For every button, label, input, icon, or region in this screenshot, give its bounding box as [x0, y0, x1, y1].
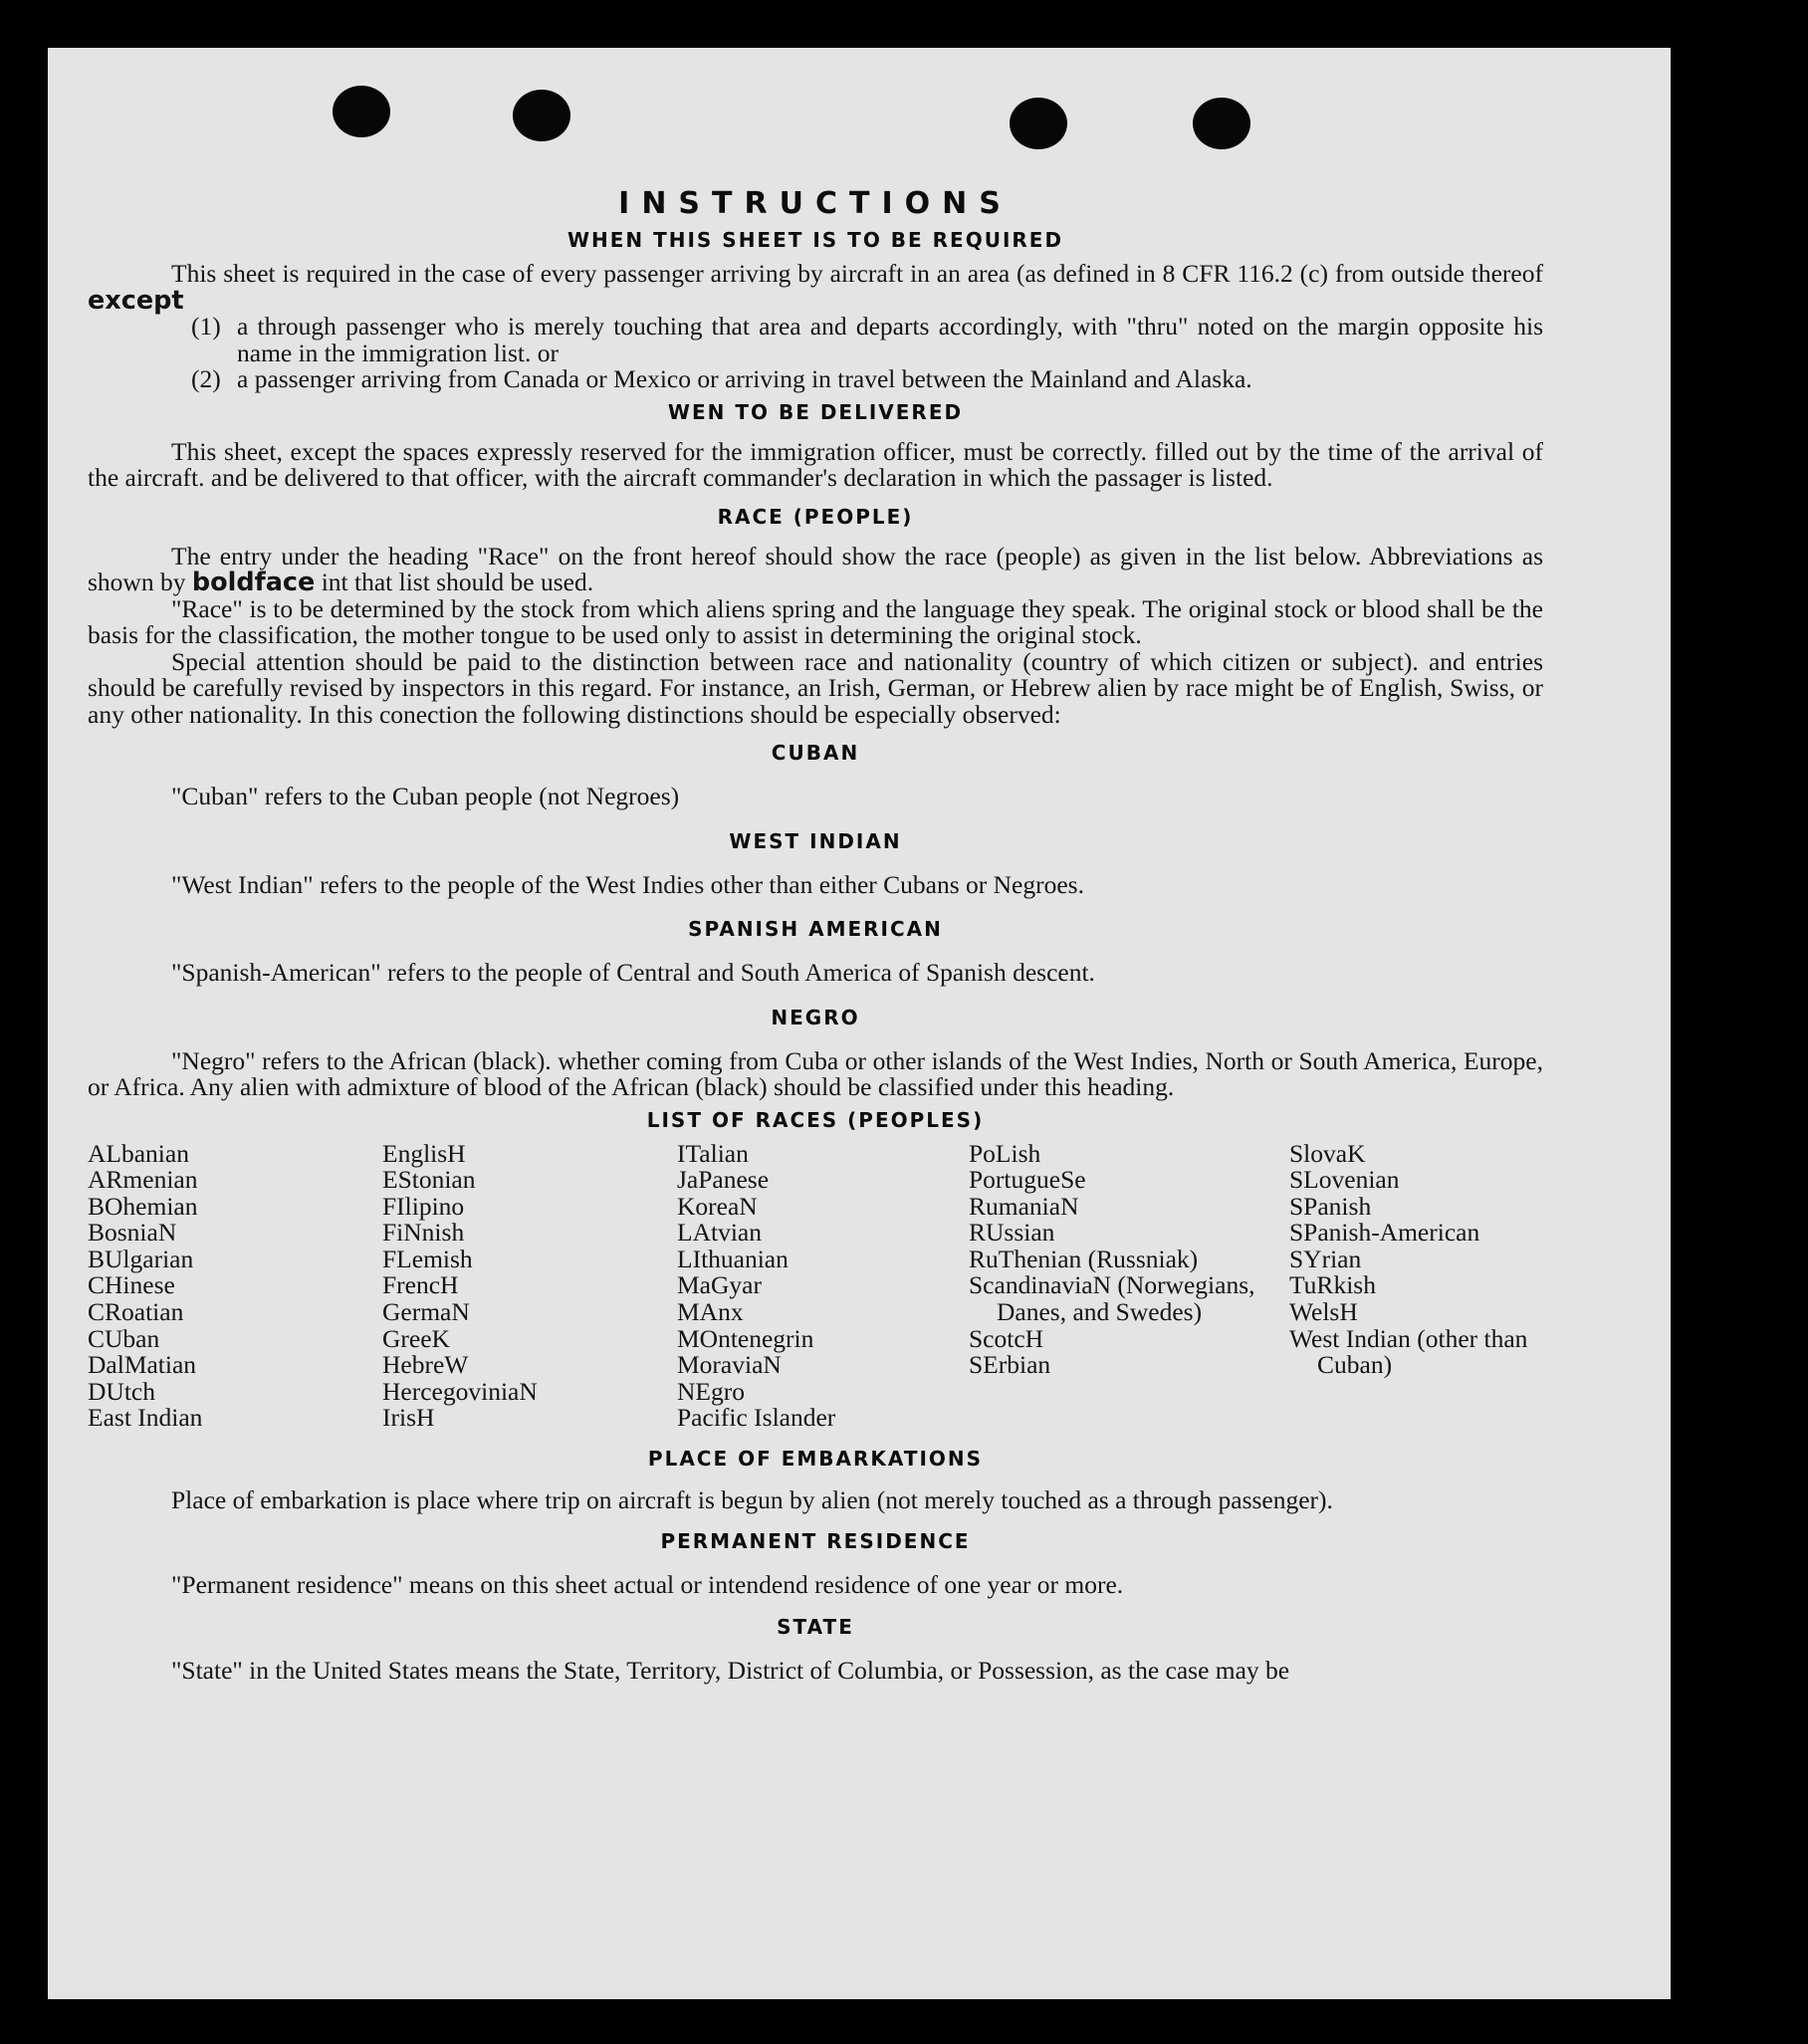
- race-item: DUtch: [88, 1376, 155, 1406]
- race-item: ITalian: [677, 1138, 749, 1168]
- race-item: EStonian: [382, 1165, 476, 1195]
- races-column: [1289, 1138, 1543, 1433]
- paragraph-when-required: This sheet is required in the case of every passenger arriving by aircraft in an area (as defined in 8 CFR 116.2 (c) from outside thereof except: [88, 259, 1543, 316]
- races-column: [969, 1138, 1289, 1433]
- race-item: CHinese: [88, 1270, 175, 1300]
- race-item: MaGyar: [677, 1270, 762, 1300]
- punch-hole: [1193, 98, 1250, 149]
- race-item: FIlipino: [382, 1191, 465, 1221]
- heading-spanish-american: SPANISH AMERICAN: [688, 917, 943, 941]
- paragraph-race-2: "Race" is to be determined by the stock from which aliens spring and the language they speak. The original stock or blood shall be the basis for the classification, the mother tongue to be used only to assist in determining the original stock.: [88, 593, 1543, 649]
- race-item: GermaN: [382, 1297, 470, 1327]
- race-item: NEgro: [677, 1376, 745, 1406]
- race-item: West Indian (other than Cuban): [1289, 1323, 1528, 1380]
- race-item: HercegoviniaN: [382, 1376, 538, 1406]
- paragraph-spanish-american: "Spanish-American" refers to the people of Central and South America of Spanish descent.: [171, 958, 1095, 987]
- list-item-exception-2: (2) a passenger arriving from Canada or Mexico or arriving in travel between the Mainland and Alaska.: [191, 364, 1252, 393]
- race-item: DalMatian: [88, 1350, 197, 1380]
- race-item: WelsH: [1289, 1297, 1358, 1327]
- paragraph-state: "State" in the United States means the State, Territory, District of Columbia, or Possession, as the case may be: [171, 1656, 1290, 1686]
- races-column: [88, 1138, 382, 1433]
- race-item: MoraviaN: [677, 1350, 782, 1380]
- paragraph-negro: "Negro" refers to the African (black). whether coming from Cuba or other islands of the West Indies, North or South America, Europe, or Africa. Any alien with admixture of blood of the African (black) should be classified under this heading.: [88, 1045, 1543, 1101]
- page-title: INSTRUCTIONS: [618, 186, 1013, 221]
- paragraph-west-indian: "West Indian" refers to the people of the West Indies other than either Cubans or Negroes.: [171, 869, 1084, 899]
- heading-when-required: WHEN THIS SHEET IS TO BE REQUIRED: [566, 228, 1064, 252]
- race-item: Pacific Islander: [677, 1403, 836, 1433]
- heading-permanent-residence: PERMANENT RESIDENCE: [660, 1528, 971, 1553]
- race-item: EnglisH: [382, 1138, 466, 1168]
- race-item: RUssian: [969, 1218, 1055, 1248]
- heading-state: STATE: [777, 1615, 854, 1640]
- race-item: RuThenian (Russniak): [969, 1244, 1199, 1273]
- race-item: HebreW: [382, 1350, 469, 1380]
- race-item: IrisH: [382, 1403, 435, 1433]
- race-item: PortugueSe: [969, 1165, 1086, 1195]
- race-item: SPanish: [1289, 1191, 1372, 1221]
- race-item: GreeK: [382, 1323, 450, 1353]
- race-item: BosniaN: [88, 1218, 177, 1248]
- race-item: BOhemian: [88, 1191, 198, 1221]
- heading-place-of-embarkation: PLACE OF EMBARKATIONS: [647, 1447, 984, 1472]
- punch-hole: [513, 90, 570, 141]
- race-item: SlovaK: [1289, 1138, 1366, 1168]
- race-item: LAtvian: [677, 1218, 762, 1248]
- race-item: ScandinaviaN (Norwegians, Danes, and Swedes): [969, 1270, 1255, 1327]
- race-item: SErbian: [969, 1350, 1051, 1380]
- document-sheet: [48, 48, 1671, 1999]
- race-item: JaPanese: [677, 1165, 770, 1195]
- race-item: FiNnish: [382, 1218, 465, 1248]
- race-item: CUban: [88, 1323, 160, 1353]
- punch-hole: [333, 86, 390, 137]
- instructions-content: [88, 185, 1543, 1685]
- race-item: KoreaN: [677, 1191, 758, 1221]
- except-bold: except: [88, 285, 184, 316]
- heading-cuban: CUBAN: [771, 741, 860, 765]
- heading-when-delivered: WEN TO BE DELIVERED: [667, 399, 964, 424]
- races-list: [88, 1138, 1543, 1433]
- heading-negro: NEGRO: [771, 1005, 860, 1029]
- paragraph-embarkation: Place of embarkation is place where trip on aircraft is begun by alien (not merely touched as a through passenger).: [171, 1485, 1333, 1515]
- race-item: TuRkish: [1289, 1270, 1376, 1300]
- races-column: [382, 1138, 677, 1433]
- race-item: ScotcH: [969, 1323, 1044, 1353]
- heading-race: RACE (PEOPLE): [717, 504, 914, 529]
- race-item: RumaniaN: [969, 1191, 1079, 1221]
- paragraph-residence: "Permanent residence" means on this sheet actual or intendend residence of one year or more.: [171, 1569, 1124, 1599]
- boldface-word: boldface: [191, 568, 316, 597]
- race-item: FrencH: [382, 1270, 459, 1300]
- paragraph-cuban: "Cuban" refers to the Cuban people (not Negroes): [171, 782, 680, 810]
- heading-west-indian: WEST INDIAN: [729, 828, 902, 853]
- heading-list-of-races: LIST OF RACES (PEOPLES): [646, 1107, 985, 1132]
- paragraph-race-3: Special attention should be paid to the distinction between race and nationality (country of which citizen or subject). and entries should be carefully revised by inspectors in this regard. For instance, an Irish, German, or Hebrew alien by race might be of English, Swiss, or any other nationality. In this conection the following distinctions should be especially observed:: [88, 646, 1543, 729]
- race-item: SPanish-American: [1289, 1218, 1480, 1248]
- punch-hole: [1010, 98, 1067, 149]
- race-item: SLovenian: [1289, 1165, 1400, 1195]
- paragraph-race-1: The entry under the heading "Race" on the front hereof should show the race (people) as given in the list below. Abbreviations as shown by boldface int that list should be used.: [88, 541, 1543, 597]
- race-item: SYrian: [1289, 1244, 1362, 1273]
- paragraph-when-delivered: This sheet, except the spaces expressly reserved for the immigration officer, must be correctly. filled out by the time of the arrival of the aircraft. and be delivered to that officer, with the aircraft commander's declaration in which the passager is listed.: [88, 436, 1543, 492]
- race-item: CRoatian: [88, 1297, 184, 1327]
- race-item: MOntenegrin: [677, 1323, 814, 1353]
- race-item: ALbanian: [88, 1138, 189, 1168]
- race-item: BUlgarian: [88, 1244, 194, 1273]
- race-item: FLemish: [382, 1244, 473, 1273]
- race-item: PoLish: [969, 1138, 1041, 1168]
- race-item: MAnx: [677, 1297, 744, 1327]
- races-column: [677, 1138, 969, 1433]
- race-item: ARmenian: [88, 1165, 198, 1195]
- race-item: LIthuanian: [677, 1244, 789, 1273]
- list-item-exception-1: (1) a through passenger who is merely touching that area and departs accordingly, with "thru" noted on the margin opposite his name in the immigration list. or: [191, 312, 1543, 367]
- race-item: East Indian: [88, 1403, 203, 1433]
